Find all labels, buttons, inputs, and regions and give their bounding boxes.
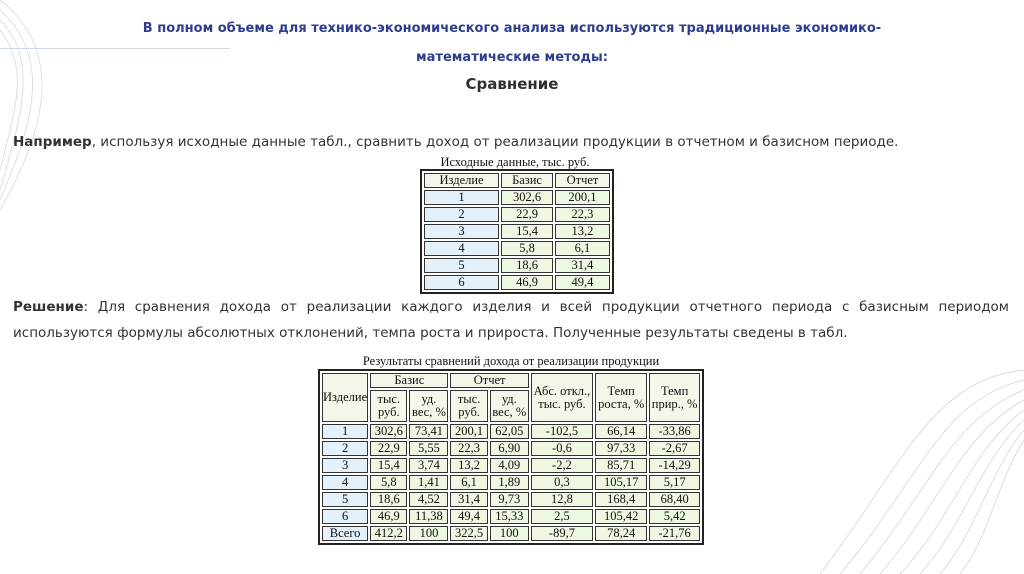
table-cell: 15,33 — [490, 509, 529, 524]
table-cell: 3,74 — [409, 458, 448, 473]
table-cell: 18,6 — [370, 492, 407, 507]
table-cell: 68,40 — [649, 492, 700, 507]
table-cell: 49,4 — [450, 509, 487, 524]
table-cell: -102,5 — [531, 424, 593, 439]
table-cell: 5,17 — [649, 475, 700, 490]
table-cell: 100 — [490, 526, 529, 541]
table-header-row — [322, 373, 700, 388]
table-cell: -0,6 — [531, 441, 593, 456]
table-cell: 200,1 — [450, 424, 487, 439]
table-cell: 13,2 — [450, 458, 487, 473]
table-cell: 6,90 — [490, 441, 529, 456]
total-row — [322, 526, 700, 541]
table-cell: 12,8 — [531, 492, 593, 507]
section-title: Сравнение — [465, 75, 559, 93]
table-cell: 6 — [424, 275, 499, 290]
decorative-waves-right — [740, 340, 1024, 574]
table-cell: 11,38 — [409, 509, 448, 524]
table-cell: 22,9 — [370, 441, 407, 456]
table1-caption: Исходные данные, тыс. руб. — [440, 155, 590, 169]
table-cell: 5 — [424, 258, 499, 273]
source-data-table — [420, 169, 614, 294]
table-cell: 4 — [322, 475, 368, 490]
header-cell: Изделие — [424, 173, 499, 188]
table-cell: 105,17 — [595, 475, 647, 490]
table-cell: 4,52 — [409, 492, 448, 507]
header-cell: Базис — [501, 173, 553, 188]
header-cell: Отчет — [555, 173, 610, 188]
table-cell: 18,6 — [501, 258, 553, 273]
table-row — [322, 492, 700, 507]
table-cell: 1 — [322, 424, 368, 439]
example-lead: Например — [13, 134, 92, 150]
table-cell: 85,71 — [595, 458, 647, 473]
table-row — [424, 241, 610, 256]
table2-caption: Результаты сравнений дохода от реализации продукции — [362, 354, 660, 368]
table-row — [424, 207, 610, 222]
table-cell: 1,41 — [409, 475, 448, 490]
decorative-waves-left — [0, 0, 150, 220]
solution-text: : Для сравнения дохода от реализации каждого изделия и всей продукции отчетного периода с базисным периодом используются формулы абсолютных отклонений, темпа роста и прироста. Полученные результаты сведены в табл. — [13, 299, 1009, 341]
solution-lead: Решение — [13, 299, 84, 315]
example-paragraph — [13, 134, 1013, 150]
table-cell: 5,8 — [501, 241, 553, 256]
table-cell: 105,42 — [595, 509, 647, 524]
table-cell: -21,76 — [649, 526, 700, 541]
table-cell: 66,14 — [595, 424, 647, 439]
table-cell: 15,4 — [501, 224, 553, 239]
table-cell: 5,8 — [370, 475, 407, 490]
table-cell: 9,73 — [490, 492, 529, 507]
table-cell: 4,09 — [490, 458, 529, 473]
header-cell: Изделие — [322, 373, 368, 422]
table-row — [322, 441, 700, 456]
table-cell: 3 — [424, 224, 499, 239]
table-cell: 46,9 — [501, 275, 553, 290]
table-cell: 5,55 — [409, 441, 448, 456]
table-cell: -2,2 — [531, 458, 593, 473]
table-row — [424, 224, 610, 239]
table-row — [322, 509, 700, 524]
header-cell: тыс. руб. — [370, 390, 407, 422]
table-cell: 97,33 — [595, 441, 647, 456]
table-cell: 0,3 — [531, 475, 593, 490]
solution-paragraph — [13, 294, 1009, 346]
table-cell: 22,9 — [501, 207, 553, 222]
table-cell: 5,42 — [649, 509, 700, 524]
table-cell: 1,89 — [490, 475, 529, 490]
results-table — [318, 369, 704, 545]
table-cell: -2,67 — [649, 441, 700, 456]
header-cell: Отчет — [450, 373, 528, 388]
table-header-row — [424, 173, 610, 188]
table-cell: 78,24 — [595, 526, 647, 541]
table-row — [424, 190, 610, 205]
table-cell: 200,1 — [555, 190, 610, 205]
table-cell: 22,3 — [450, 441, 487, 456]
table-cell: 2,5 — [531, 509, 593, 524]
header-cell: тыс. руб. — [450, 390, 487, 422]
table-cell: 22,3 — [555, 207, 610, 222]
heading-line-2: математические методы: — [416, 50, 608, 65]
header-cell: уд. вес, % — [409, 390, 448, 422]
table-cell: 2 — [424, 207, 499, 222]
table-cell: 322,5 — [450, 526, 487, 541]
table-cell: 302,6 — [370, 424, 407, 439]
table-cell: 1 — [424, 190, 499, 205]
table-cell: 4 — [424, 241, 499, 256]
table-cell: 168,4 — [595, 492, 647, 507]
header-cell: Темп прир., % — [649, 373, 700, 422]
header-cell: Абс. откл., тыс. руб. — [531, 373, 593, 422]
example-text: , используя исходные данные табл., сравнить доход от реализации продукции в отчетном и базисном периоде. — [91, 134, 899, 150]
table-cell: 62,05 — [490, 424, 529, 439]
table-cell: 412,2 — [370, 526, 407, 541]
table-cell: 73,41 — [409, 424, 448, 439]
table-cell: 49,4 — [555, 275, 610, 290]
results-table-body — [322, 424, 700, 541]
page-heading — [140, 14, 884, 72]
table-cell: 15,4 — [370, 458, 407, 473]
heading-line-1: В полном объеме для технико-экономического анализа используются традиционные экономико- — [142, 21, 882, 36]
table-cell: 302,6 — [501, 190, 553, 205]
table-cell: 6,1 — [555, 241, 610, 256]
table-cell: 31,4 — [555, 258, 610, 273]
table-cell: 13,2 — [555, 224, 610, 239]
table-row — [424, 275, 610, 290]
header-cell: Базис — [370, 373, 448, 388]
table-cell: 3 — [322, 458, 368, 473]
table-cell: 31,4 — [450, 492, 487, 507]
table-row — [424, 258, 610, 273]
table-cell: 46,9 — [370, 509, 407, 524]
table-row — [322, 475, 700, 490]
header-cell: Темп роста, % — [595, 373, 647, 422]
header-cell: уд. вес, % — [490, 390, 529, 422]
table-cell: -89,7 — [531, 526, 593, 541]
table-row — [322, 424, 700, 439]
table-cell: -33,86 — [649, 424, 700, 439]
table-cell: 5 — [322, 492, 368, 507]
table-cell: 6 — [322, 509, 368, 524]
table-cell: 100 — [409, 526, 448, 541]
table-cell: 6,1 — [450, 475, 487, 490]
table-cell: Всего — [322, 526, 368, 541]
table-row — [322, 458, 700, 473]
table-cell: 2 — [322, 441, 368, 456]
table-cell: -14,29 — [649, 458, 700, 473]
